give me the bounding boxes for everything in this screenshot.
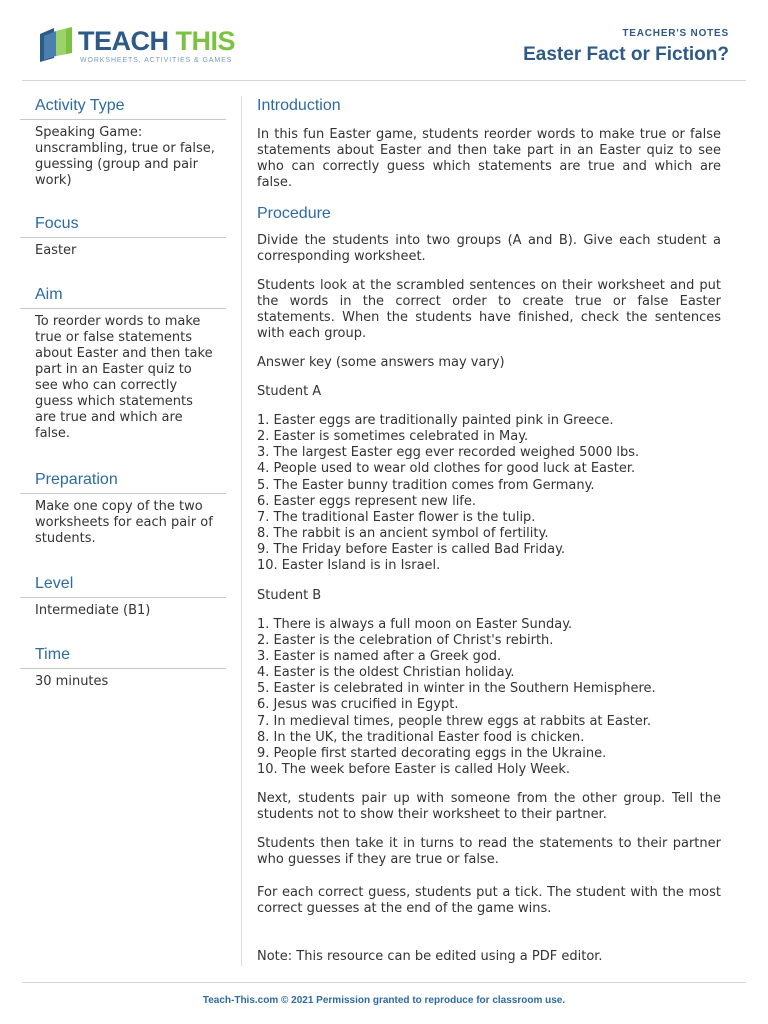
student-a-label: Student A [257, 384, 322, 399]
sidebar-text: Make one copy of the two worksheets for each pair of students. [35, 499, 213, 546]
editing-note: Note: This resource can be edited using a PDF editor. [257, 949, 603, 965]
student-b-list [257, 617, 721, 779]
list-item: 6. Jesus was crucified in Egypt. [257, 697, 459, 713]
sidebar-focus [20, 214, 226, 285]
sidebar-preparation [20, 470, 226, 574]
list-item: 6. Easter eggs represent new life. [257, 493, 477, 509]
main-content [257, 96, 721, 965]
list-item: 7. The traditional Easter flower is the tulip. [257, 509, 536, 525]
list-item: 2. Easter is the celebration of Christ's rebirth. [257, 632, 554, 648]
sidebar-aim [20, 285, 226, 470]
sidebar-activity-type [20, 96, 226, 214]
list-item: 7. In medieval times, people threw eggs at rabbits at Easter. [257, 713, 651, 729]
sidebar-text: 30 minutes [35, 674, 109, 689]
list-item: 9. The Friday before Easter is called Bad Friday. [257, 542, 566, 558]
list-item: 4. Easter is the oldest Christian holiday. [257, 665, 515, 681]
list-item: 4. People used to wear old clothes for good luck at Easter. [257, 461, 636, 477]
list-item: 3. Easter is named after a Greek god. [257, 648, 502, 664]
sidebar-heading: Aim [20, 285, 226, 309]
sidebar-text: Speaking Game: unscrambling, true or false, guessing (group and pair work) [35, 125, 215, 188]
list-item: 10. Easter Island is in Israel. [257, 558, 441, 574]
list-item: 8. The rabbit is an ancient symbol of fertility. [257, 526, 549, 542]
answer-key-label: Answer key (some answers may vary) [257, 355, 505, 370]
page-title: Easter Fact or Fiction? [523, 44, 729, 65]
procedure-heading: Procedure [257, 205, 331, 222]
procedure-step-4: Students then take it in turns to read the statements to their partner who guesses if they are true or false. [257, 836, 721, 868]
introduction-text: In this fun Easter game, students reorder words to make true or false statements about Easter and then take part in an Easter quiz to see who can correctly guess which statements are true and which are false. [257, 127, 721, 190]
sidebar-time [20, 645, 226, 705]
list-item: 3. The largest Easter egg ever recorded weighed 5000 lbs. [257, 445, 640, 461]
list-item: 5. Easter is celebrated in winter in the Southern Hemisphere. [257, 681, 656, 697]
sidebar-heading: Time [20, 645, 226, 669]
teachers-notes-label: TEACHER'S NOTES [622, 28, 729, 39]
footer-divider [22, 982, 746, 983]
procedure-step-1: Divide the students into two groups (A and B). Give each student a corresponding worksheet. [257, 233, 721, 264]
brand-tagline: WORKSHEETS, ACTIVITIES & GAMES [80, 57, 233, 64]
sidebar [20, 96, 226, 705]
procedure-step-2: Students look at the scrambled sentences on their worksheet and put the words in the correct order to create true or false Easter statements. When the students have finished, check the sentences with each group. [257, 278, 721, 341]
list-item: 1. Easter eggs are traditionally painted pink in Greece. [257, 413, 614, 428]
brand-logo[interactable] [36, 24, 236, 68]
list-item: 9. People first started decorating eggs in the Ukraine. [257, 745, 607, 761]
footer-copyright[interactable]: Teach-This.com © 2021 Permission granted to reproduce for classroom use. [202, 995, 566, 1006]
procedure-step-5: For each correct guess, students put a tick. The student with the most correct guesses at the end of the game wins. [257, 885, 721, 917]
column-divider [241, 96, 242, 966]
student-b-label: Student B [257, 587, 322, 603]
brand-name: TEACH THIS [78, 26, 236, 56]
sidebar-heading: Preparation [20, 470, 226, 494]
procedure-step-3: Next, students pair up with someone from the other group. Tell the students not to show their worksheet to their partner. [257, 791, 721, 823]
sidebar-heading: Level [20, 574, 226, 598]
list-item: 1. There is always a full moon on Easter Sunday. [257, 616, 573, 632]
sidebar-text: Intermediate (B1) [35, 603, 151, 618]
list-item: 2. Easter is sometimes celebrated in May. [257, 429, 529, 445]
sidebar-heading: Activity Type [20, 96, 226, 120]
header-divider [22, 80, 746, 81]
sidebar-text: To reorder words to make true or false statements about Easter and then take part in an Easter quiz to see who can correctly guess which statements are true and which are false. [35, 314, 213, 441]
student-a-list [257, 413, 721, 575]
sidebar-text: Easter [35, 243, 77, 258]
list-item: 8. In the UK, the traditional Easter food is chicken. [257, 729, 585, 745]
open-book-icon [36, 24, 76, 64]
introduction-heading: Introduction [257, 97, 341, 114]
list-item: 10. The week before Easter is called Holy Week. [257, 761, 571, 777]
sidebar-level [20, 574, 226, 645]
page-header [0, 0, 768, 80]
list-item: 5. The Easter bunny tradition comes from Germany. [257, 477, 595, 493]
sidebar-heading: Focus [20, 214, 226, 238]
